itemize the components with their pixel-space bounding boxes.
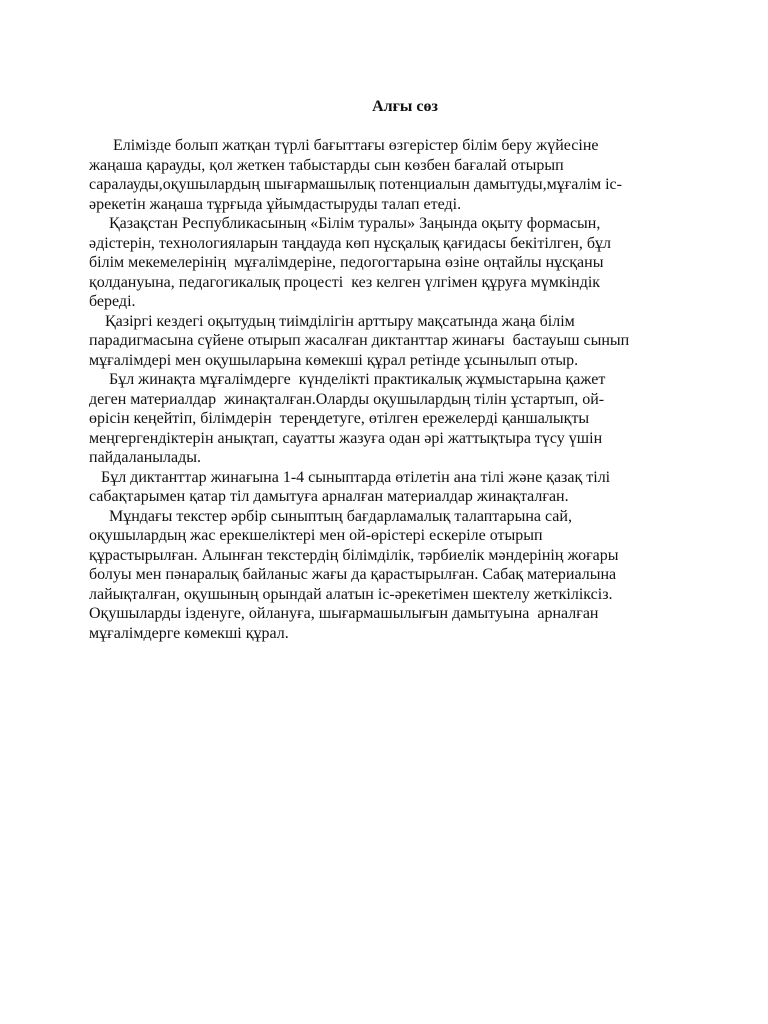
text-line: саралауды,оқушылардың шығармашылық потенциалын дамытуды,мұғалім іс- [89, 176, 622, 193]
text-line: Қазақстан Республикасының «Білім туралы» Заңында оқыту формасын, [89, 215, 601, 232]
text-line: деген материалдар жинақталған.Оларды оқушылардың тілін ұстартып, ой- [89, 390, 605, 408]
text-line: білім мекемелерінің мұғалімдеріне, педогогтарына өзіне оңтайлы нұсқаны [89, 254, 604, 271]
text-line: мұғалімдерге көмекші құрал. [89, 624, 289, 642]
text-line: әдістерін, технологияларын таңдауда көп нұсқалық қағидасы бекітілген, бұл [89, 234, 611, 252]
text-line: әрекетін жаңаша тұрғыда ұйымдастыруды талап етеді. [89, 195, 462, 213]
text-line: болуы мен пәнаралық байланыс жағы да қарастырылған. Сабақ материалына [89, 566, 617, 583]
text-line: пайдаланылады. [89, 449, 201, 466]
text-line: құрастырылған. Алынған текстердің білімділік, тәрбиелік мәндерінің жоғары [89, 546, 619, 564]
text-line: береді. [89, 293, 136, 310]
document-body [89, 97, 721, 643]
text-line: лайықталған, оқушының орындай алатын іс-әрекетімен шектелу жеткіліксіз. [89, 585, 613, 603]
text-line: өрісін кеңейтіп, білімдерін тереңдетуге, өтілген ережелерді қаншалықты [89, 410, 590, 427]
text-line: мұғалімдері мен оқушыларына көмекші құрал ретінде ұсынылып отыр. [89, 351, 579, 369]
text-line: Мұндағы текстер әрбір сыныптың бағдарламалық талаптарына сай, [89, 507, 572, 525]
text-line: меңгергендіктерін анықтап, сауатты жазуға одан әрі жаттықтыра түсу үшін [89, 429, 603, 447]
text-line: Елімізде болып жатқан түрлі бағыттағы өзгерістер білім беру жүйесіне [89, 137, 599, 154]
preface-text [89, 136, 721, 643]
text-line: Бұл диктанттар жинағына 1-4 сыныптарда өтілетін ана тілі және қазақ тілі [89, 468, 611, 486]
text-line: Қазіргі кездегі оқытудың тиімділігін арттыру мақсатында жаңа білім [89, 312, 575, 330]
text-line: қолдануына, педагогикалық процесті кез келген үлгімен құруға мүмкіндік [89, 273, 601, 291]
text-line: парадигмасына сүйене отырып жасалған диктанттар жинағы бастауыш сынып [89, 332, 630, 349]
text-line: жаңаша қарауды, қол жеткен табыстарды сын көзбен бағалай отырып [89, 156, 564, 174]
text-line: Оқушыларды ізденуге, ойлануға, шығармашылығын дамытуына арналған [89, 605, 599, 622]
page-title: Алғы сөз [372, 98, 438, 115]
text-line: сабақтарымен қатар тіл дамытуға арналған материалдар жинақталған. [89, 488, 569, 505]
text-line: Бұл жинақта мұғалімдерге күнделікті практикалық жұмыстарына қажет [89, 371, 606, 388]
text-line: оқушылардың жас ерекшеліктері мен ой-өрістері ескеріле отырып [89, 527, 543, 544]
